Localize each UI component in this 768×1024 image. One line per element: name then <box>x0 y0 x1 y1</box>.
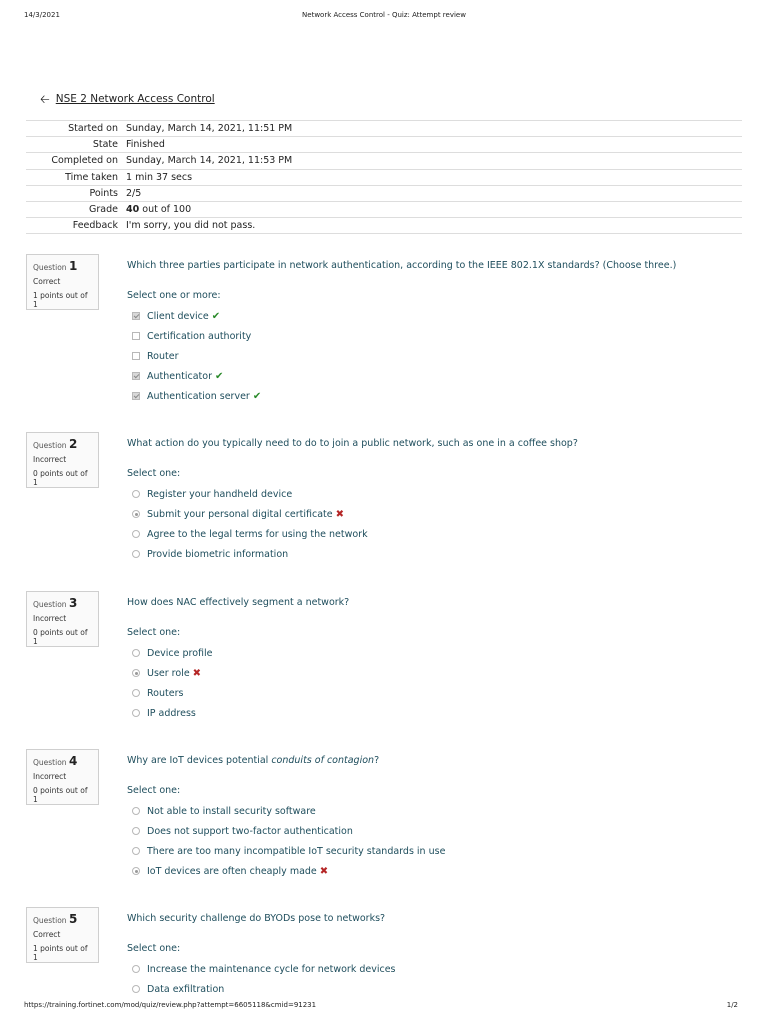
question-text: Which security challenge do BYODs pose to networks? <box>127 913 386 924</box>
summary-row <box>26 137 742 153</box>
check-icon: ✔ <box>214 370 224 382</box>
answer-option[interactable] <box>132 663 213 683</box>
summary-value <box>126 201 742 217</box>
answer-checkbox[interactable] <box>132 372 140 380</box>
answer-option[interactable] <box>132 524 368 544</box>
question-grade: 0 points out of 1 <box>33 786 88 804</box>
answer-option[interactable] <box>132 703 213 723</box>
answer-radio[interactable] <box>132 530 140 538</box>
answer-radio[interactable] <box>132 689 140 697</box>
question-info-box <box>26 432 99 488</box>
answer-prompt: Select one: <box>127 943 181 954</box>
question-number-value: 2 <box>68 437 78 451</box>
answer-prompt: Select one: <box>127 785 181 796</box>
question-text: What action do you typically need to do to join a public network, such as one in a coffee shop? <box>127 438 578 449</box>
answer-option[interactable] <box>132 821 445 841</box>
answer-radio[interactable] <box>132 985 140 993</box>
answer-checkbox[interactable] <box>132 312 140 320</box>
question-grade: 0 points out of 1 <box>33 628 88 646</box>
answer-label: IP address <box>147 707 196 719</box>
summary-label: Time taken <box>65 171 118 183</box>
answer-option[interactable] <box>132 959 396 979</box>
grade-total: out of 100 <box>139 204 192 216</box>
answer-label: Data exfiltration <box>147 983 225 995</box>
answer-checkbox[interactable] <box>132 332 140 340</box>
summary-value: 1 min 37 secs <box>126 171 193 183</box>
question-grade: 0 points out of 1 <box>33 469 88 487</box>
question-info-box <box>26 254 99 310</box>
answer-label: Not able to install security software <box>147 805 316 817</box>
answer-label: Does not support two-factor authentication <box>147 825 353 837</box>
answer-label: Router <box>147 350 179 362</box>
answer-option[interactable] <box>132 386 261 406</box>
answer-label: IoT devices are often cheaply made <box>147 865 317 877</box>
answer-label: Submit your personal digital certificate <box>147 508 333 520</box>
question-number <box>33 437 92 451</box>
cross-icon: ✖ <box>335 508 345 520</box>
summary-row <box>26 153 742 169</box>
cross-icon: ✖ <box>319 865 329 877</box>
question-number-value: 1 <box>68 259 78 273</box>
summary-row <box>26 185 742 201</box>
back-link-label: NSE 2 Network Access Control <box>55 93 215 105</box>
answer-label: Authentication server <box>147 390 250 402</box>
answer-prompt: Select one or more: <box>127 290 221 301</box>
answer-options <box>132 643 213 723</box>
answer-checkbox[interactable] <box>132 352 140 360</box>
answer-options <box>132 306 261 406</box>
answer-option[interactable] <box>132 861 445 881</box>
summary-label: Completed on <box>51 155 118 167</box>
question-word: Question <box>33 263 67 272</box>
summary-value: Sunday, March 14, 2021, 11:53 PM <box>126 155 293 167</box>
summary-label: State <box>92 139 118 151</box>
answer-options <box>132 484 368 564</box>
question-text-italic: conduits of contagion <box>271 755 375 766</box>
answer-options <box>132 801 445 881</box>
answer-label: Agree to the legal terms for using the network <box>147 528 368 540</box>
answer-option[interactable] <box>132 484 368 504</box>
answer-option[interactable] <box>132 346 261 366</box>
summary-value: Sunday, March 14, 2021, 11:51 PM <box>126 123 293 135</box>
answer-label: There are too many incompatible IoT security standards in use <box>147 845 446 857</box>
answer-option[interactable] <box>132 801 445 821</box>
answer-radio[interactable] <box>132 847 140 855</box>
question-number <box>33 754 92 768</box>
print-header <box>24 11 744 23</box>
answer-label: User role <box>147 667 190 679</box>
summary-label: Points <box>89 187 118 199</box>
print-title: Network Access Control - Quiz: Attempt review <box>302 11 466 19</box>
question-text: Which three parties participate in network authentication, according to the IEEE 802.1X standards? (Choose three.) <box>127 260 677 271</box>
answer-radio[interactable] <box>132 649 140 657</box>
question-state: Correct <box>33 930 61 939</box>
print-date: 14/3/2021 <box>24 11 60 19</box>
question-number-value: 5 <box>68 912 78 926</box>
question-info-box <box>26 591 99 647</box>
answer-label: Increase the maintenance cycle for network devices <box>147 963 396 975</box>
summary-label: Started on <box>68 123 118 135</box>
answer-radio[interactable] <box>132 490 140 498</box>
arrow-left-icon: 🡠 <box>40 92 50 106</box>
question-state: Incorrect <box>33 455 67 464</box>
summary-value: 2/5 <box>126 187 142 199</box>
question-number-value: 4 <box>68 754 78 768</box>
question-text: How does NAC effectively segment a network? <box>127 597 350 608</box>
question-word: Question <box>33 441 67 450</box>
summary-row <box>26 121 742 137</box>
attempt-summary-table <box>26 120 742 234</box>
summary-label: Feedback <box>72 220 118 232</box>
question-grade: 1 points out of 1 <box>33 944 88 962</box>
print-url: https://training.fortinet.com/mod/quiz/review.php?attempt=6605118&cmid=91231 <box>24 1001 317 1009</box>
check-icon: ✔ <box>211 310 221 322</box>
summary-row <box>26 201 742 217</box>
answer-label: Certification authority <box>147 330 252 342</box>
answer-label: Register your handheld device <box>147 488 293 500</box>
answer-option[interactable] <box>132 366 261 386</box>
question-number <box>33 912 92 926</box>
question-word: Question <box>33 600 67 609</box>
question-state: Incorrect <box>33 772 67 781</box>
summary-value: Finished <box>126 139 165 151</box>
answer-radio[interactable] <box>132 510 140 518</box>
answer-options <box>132 959 396 999</box>
answer-option[interactable] <box>132 643 213 663</box>
answer-option[interactable] <box>132 979 396 999</box>
question-grade: 1 points out of 1 <box>33 291 88 309</box>
answer-label: Client device <box>147 310 209 322</box>
back-to-course-link[interactable] <box>40 93 215 105</box>
check-icon: ✔ <box>252 390 262 402</box>
print-footer <box>24 1001 744 1013</box>
grade-score: 40 <box>126 204 140 216</box>
answer-radio[interactable] <box>132 550 140 558</box>
summary-value: I'm sorry, you did not pass. <box>126 220 256 232</box>
answer-option[interactable] <box>132 841 445 861</box>
question-number <box>33 596 92 610</box>
answer-checkbox[interactable] <box>132 392 140 400</box>
question-text-part: Why are IoT devices potential <box>127 755 272 766</box>
summary-row <box>26 218 742 234</box>
answer-option[interactable] <box>132 683 213 703</box>
question-text-part: ? <box>374 755 380 766</box>
answer-prompt: Select one: <box>127 468 181 479</box>
answer-label: Device profile <box>147 647 213 659</box>
cross-icon: ✖ <box>192 667 202 679</box>
answer-option[interactable] <box>132 326 261 346</box>
answer-radio[interactable] <box>132 965 140 973</box>
question-word: Question <box>33 758 67 767</box>
print-page-number: 1/2 <box>726 1001 738 1009</box>
summary-label: Grade <box>89 204 118 216</box>
question-number-value: 3 <box>68 596 78 610</box>
answer-label: Provide biometric information <box>147 548 289 560</box>
answer-radio[interactable] <box>132 867 140 875</box>
answer-radio[interactable] <box>132 827 140 835</box>
answer-option[interactable] <box>132 306 261 326</box>
question-state: Correct <box>33 277 61 286</box>
answer-option[interactable] <box>132 544 368 564</box>
answer-option[interactable] <box>132 504 368 524</box>
question-text <box>127 755 379 766</box>
question-number <box>33 259 92 273</box>
question-state: Incorrect <box>33 614 67 623</box>
question-info-box <box>26 907 99 963</box>
answer-prompt: Select one: <box>127 627 181 638</box>
answer-radio[interactable] <box>132 669 140 677</box>
summary-row <box>26 169 742 185</box>
question-word: Question <box>33 916 67 925</box>
answer-radio[interactable] <box>132 807 140 815</box>
question-info-box <box>26 749 99 805</box>
answer-label: Authenticator <box>147 370 212 382</box>
answer-label: Routers <box>147 687 184 699</box>
answer-radio[interactable] <box>132 709 140 717</box>
